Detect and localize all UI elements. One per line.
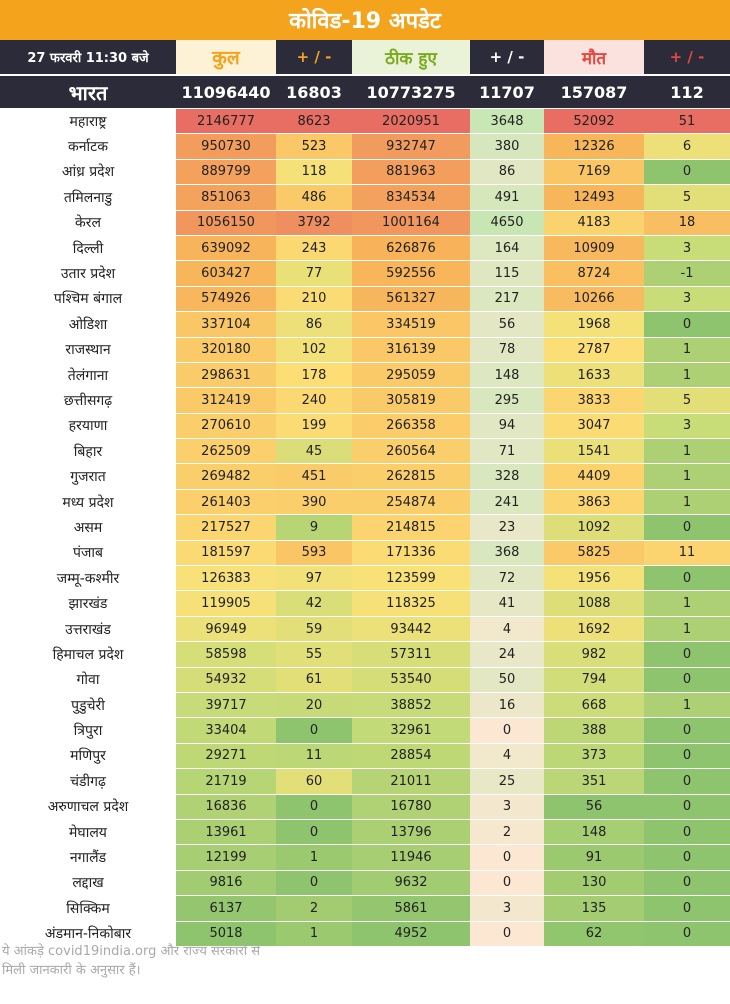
state-recovered-delta: 71 (470, 439, 544, 463)
state-deaths: 351 (544, 769, 644, 793)
state-deaths-delta: 0 (644, 820, 730, 844)
state-deaths-delta: 1 (644, 363, 730, 387)
state-total: 58598 (176, 642, 276, 666)
state-total: 13961 (176, 820, 276, 844)
footer-line-1: ये आंकड़े covid19india.org और राज्य सरकारों से (2, 944, 261, 959)
state-recovered-delta: 491 (470, 185, 544, 209)
table-row (0, 820, 730, 845)
state-deaths: 5825 (544, 541, 644, 565)
national-recovered-delta: 11707 (479, 82, 535, 102)
state-total-delta: 45 (276, 439, 352, 463)
table-row (0, 541, 730, 566)
state-name: राजस्थान (0, 338, 176, 362)
state-recovered-delta: 16 (470, 693, 544, 717)
state-recovered-delta: 50 (470, 668, 544, 692)
state-total-delta: 55 (276, 642, 352, 666)
state-deaths: 3047 (544, 414, 644, 438)
state-deaths: 135 (544, 896, 644, 920)
state-total: 96949 (176, 617, 276, 641)
table-row (0, 236, 730, 261)
state-total-delta: 178 (276, 363, 352, 387)
state-deaths: 373 (544, 744, 644, 768)
state-total-delta: 86 (276, 312, 352, 336)
state-recovered-delta: 295 (470, 388, 544, 412)
state-recovered: 28854 (352, 744, 470, 768)
state-deaths: 1088 (544, 591, 644, 615)
national-total: 11096440 (181, 82, 271, 102)
state-total: 950730 (176, 134, 276, 158)
state-total: 217527 (176, 515, 276, 539)
state-total: 181597 (176, 541, 276, 565)
table-row (0, 591, 730, 616)
state-name: पुडुचेरी (0, 693, 176, 717)
state-recovered: 316139 (352, 338, 470, 362)
state-total-delta: 199 (276, 414, 352, 438)
state-deaths: 1633 (544, 363, 644, 387)
national-deaths-delta: 112 (670, 82, 704, 102)
state-total-delta: 61 (276, 668, 352, 692)
table-row (0, 464, 730, 489)
table-row (0, 668, 730, 693)
state-total-delta: 59 (276, 617, 352, 641)
state-name: महाराष्ट्र (0, 109, 176, 133)
state-deaths: 794 (544, 668, 644, 692)
state-name: जम्मू-कश्मीर (0, 566, 176, 590)
state-total: 119905 (176, 591, 276, 615)
state-recovered: 93442 (352, 617, 470, 641)
state-deaths-delta: 1 (644, 490, 730, 514)
state-deaths-delta: 0 (644, 871, 730, 895)
state-total-delta: 1 (276, 845, 352, 869)
state-total-delta: 77 (276, 261, 352, 285)
national-name: भारत (68, 80, 108, 105)
footer-line-2: मिली जानकारी के अनुसार हैं। (2, 963, 141, 978)
state-recovered: 5861 (352, 896, 470, 920)
state-total: 16836 (176, 795, 276, 819)
state-deaths: 1092 (544, 515, 644, 539)
state-recovered-delta: 4 (470, 744, 544, 768)
state-deaths: 3863 (544, 490, 644, 514)
state-deaths: 388 (544, 718, 644, 742)
state-recovered-delta: 56 (470, 312, 544, 336)
state-deaths: 1956 (544, 566, 644, 590)
table-row (0, 439, 730, 464)
state-deaths-delta: 1 (644, 439, 730, 463)
state-recovered-delta: 25 (470, 769, 544, 793)
state-recovered: 11946 (352, 845, 470, 869)
state-name: ओडिशा (0, 312, 176, 336)
state-total-delta: 243 (276, 236, 352, 260)
state-total: 262509 (176, 439, 276, 463)
table-row (0, 160, 730, 185)
state-total-delta: 390 (276, 490, 352, 514)
state-name: उत्तराखंड (0, 617, 176, 641)
state-deaths: 56 (544, 795, 644, 819)
national-deaths: 157087 (560, 82, 628, 102)
state-recovered-delta: 94 (470, 414, 544, 438)
state-deaths: 2787 (544, 338, 644, 362)
state-total: 54932 (176, 668, 276, 692)
state-recovered-delta: 23 (470, 515, 544, 539)
state-recovered: 38852 (352, 693, 470, 717)
state-deaths: 130 (544, 871, 644, 895)
state-name: सिक्किम (0, 896, 176, 920)
state-deaths-delta: 5 (644, 388, 730, 412)
state-recovered: 2020951 (352, 109, 470, 133)
state-total-delta: 8623 (276, 109, 352, 133)
state-deaths-delta: 1 (644, 591, 730, 615)
state-recovered: 266358 (352, 414, 470, 438)
state-deaths: 1541 (544, 439, 644, 463)
state-deaths-delta: 18 (644, 211, 730, 235)
state-deaths: 982 (544, 642, 644, 666)
state-recovered: 260564 (352, 439, 470, 463)
state-name: त्रिपुरा (0, 718, 176, 742)
state-recovered: 295059 (352, 363, 470, 387)
state-deaths-delta: 0 (644, 668, 730, 692)
table-row (0, 769, 730, 794)
state-deaths: 62 (544, 922, 644, 946)
state-total-delta: 1 (276, 922, 352, 946)
state-total-delta: 0 (276, 795, 352, 819)
state-name: बिहार (0, 439, 176, 463)
state-deaths: 12493 (544, 185, 644, 209)
state-total-delta: 118 (276, 160, 352, 184)
state-deaths: 3833 (544, 388, 644, 412)
state-total: 603427 (176, 261, 276, 285)
state-deaths-delta: 5 (644, 185, 730, 209)
state-deaths-delta: 0 (644, 718, 730, 742)
state-name: तमिलनाडु (0, 185, 176, 209)
table-row (0, 287, 730, 312)
state-recovered-delta: 3 (470, 896, 544, 920)
state-deaths-delta: 3 (644, 236, 730, 260)
state-recovered-delta: 241 (470, 490, 544, 514)
state-recovered: 32961 (352, 718, 470, 742)
state-deaths-delta: -1 (644, 261, 730, 285)
state-recovered: 592556 (352, 261, 470, 285)
state-deaths: 4409 (544, 464, 644, 488)
state-total: 39717 (176, 693, 276, 717)
state-total-delta: 451 (276, 464, 352, 488)
state-deaths: 1968 (544, 312, 644, 336)
state-recovered-delta: 148 (470, 363, 544, 387)
state-recovered: 561327 (352, 287, 470, 311)
state-deaths: 12326 (544, 134, 644, 158)
state-recovered-delta: 3 (470, 795, 544, 819)
state-recovered: 334519 (352, 312, 470, 336)
state-recovered: 834534 (352, 185, 470, 209)
state-name: तेलंगाना (0, 363, 176, 387)
state-name: चंडीगढ़ (0, 769, 176, 793)
state-recovered: 16780 (352, 795, 470, 819)
state-deaths-delta: 1 (644, 617, 730, 641)
state-recovered: 57311 (352, 642, 470, 666)
state-name: हरयाणा (0, 414, 176, 438)
state-recovered-delta: 0 (470, 871, 544, 895)
state-total: 33404 (176, 718, 276, 742)
state-recovered-delta: 24 (470, 642, 544, 666)
state-name: उतार प्रदेश (0, 261, 176, 285)
state-recovered: 4952 (352, 922, 470, 946)
state-total-delta: 97 (276, 566, 352, 590)
state-total: 312419 (176, 388, 276, 412)
state-total-delta: 210 (276, 287, 352, 311)
state-deaths: 8724 (544, 261, 644, 285)
state-total-delta: 523 (276, 134, 352, 158)
state-total: 29271 (176, 744, 276, 768)
state-name: असम (0, 515, 176, 539)
state-total-delta: 0 (276, 871, 352, 895)
state-deaths: 1692 (544, 617, 644, 641)
state-recovered-delta: 0 (470, 718, 544, 742)
national-recovered: 10773275 (366, 82, 456, 102)
state-deaths-delta: 0 (644, 845, 730, 869)
state-name: झारखंड (0, 591, 176, 615)
header-total: कुल (176, 40, 276, 74)
state-total: 21719 (176, 769, 276, 793)
state-recovered-delta: 0 (470, 845, 544, 869)
state-recovered: 214815 (352, 515, 470, 539)
national-row (0, 76, 730, 108)
state-deaths-delta: 0 (644, 642, 730, 666)
page-title: कोविड-19 अपडेट (0, 0, 730, 40)
state-total-delta: 42 (276, 591, 352, 615)
table-row (0, 744, 730, 769)
state-recovered-delta: 328 (470, 464, 544, 488)
column-header-row (0, 40, 730, 74)
state-total: 574926 (176, 287, 276, 311)
state-total: 298631 (176, 363, 276, 387)
state-total-delta: 60 (276, 769, 352, 793)
state-total: 12199 (176, 845, 276, 869)
table-row (0, 388, 730, 413)
state-total: 126383 (176, 566, 276, 590)
state-deaths-delta: 0 (644, 744, 730, 768)
state-table (0, 109, 730, 947)
state-total-delta: 486 (276, 185, 352, 209)
state-total-delta: 2 (276, 896, 352, 920)
state-total-delta: 593 (276, 541, 352, 565)
table-row (0, 871, 730, 896)
state-deaths-delta: 0 (644, 896, 730, 920)
state-recovered: 53540 (352, 668, 470, 692)
state-deaths-delta: 1 (644, 693, 730, 717)
header-recovered: ठीक हुए (352, 40, 470, 74)
state-total: 851063 (176, 185, 276, 209)
table-row (0, 338, 730, 363)
state-recovered-delta: 4650 (470, 211, 544, 235)
state-total-delta: 3792 (276, 211, 352, 235)
date-label: 27 फरवरी 11:30 बजे (27, 51, 149, 66)
state-name: गुजरात (0, 464, 176, 488)
table-row (0, 312, 730, 337)
table-row (0, 566, 730, 591)
table-row (0, 109, 730, 134)
state-total: 5018 (176, 922, 276, 946)
header-recovered-delta: + / - (489, 48, 525, 66)
state-total: 639092 (176, 236, 276, 260)
state-recovered-delta: 4 (470, 617, 544, 641)
state-deaths: 668 (544, 693, 644, 717)
state-deaths-delta: 0 (644, 566, 730, 590)
table-row (0, 642, 730, 667)
state-deaths-delta: 0 (644, 795, 730, 819)
state-total-delta: 0 (276, 718, 352, 742)
state-recovered-delta: 368 (470, 541, 544, 565)
table-row (0, 414, 730, 439)
state-deaths-delta: 0 (644, 769, 730, 793)
state-total-delta: 240 (276, 388, 352, 412)
state-name: मणिपुर (0, 744, 176, 768)
state-deaths: 10909 (544, 236, 644, 260)
state-total: 6137 (176, 896, 276, 920)
table-row (0, 795, 730, 820)
state-recovered: 171336 (352, 541, 470, 565)
state-deaths-delta: 51 (644, 109, 730, 133)
state-deaths-delta: 3 (644, 287, 730, 311)
state-total-delta: 11 (276, 744, 352, 768)
state-name: अरुणाचल प्रदेश (0, 795, 176, 819)
table-row (0, 718, 730, 743)
state-total: 320180 (176, 338, 276, 362)
national-total-delta: 16803 (286, 82, 342, 102)
state-total: 337104 (176, 312, 276, 336)
state-deaths-delta: 0 (644, 312, 730, 336)
state-recovered: 9632 (352, 871, 470, 895)
state-name: हिमाचल प्रदेश (0, 642, 176, 666)
state-deaths-delta: 0 (644, 922, 730, 946)
table-row (0, 896, 730, 921)
state-name: केरल (0, 211, 176, 235)
state-name: मध्य प्रदेश (0, 490, 176, 514)
table-row (0, 490, 730, 515)
state-deaths-delta: 6 (644, 134, 730, 158)
header-deaths-delta: + / - (669, 48, 705, 66)
state-name: पश्चिम बंगाल (0, 287, 176, 311)
state-recovered: 13796 (352, 820, 470, 844)
state-name: दिल्ली (0, 236, 176, 260)
state-deaths-delta: 11 (644, 541, 730, 565)
state-recovered: 626876 (352, 236, 470, 260)
state-recovered: 262815 (352, 464, 470, 488)
table-row (0, 363, 730, 388)
state-recovered-delta: 72 (470, 566, 544, 590)
state-total-delta: 9 (276, 515, 352, 539)
state-recovered-delta: 380 (470, 134, 544, 158)
state-deaths-delta: 0 (644, 160, 730, 184)
header-deaths: मौत (544, 40, 644, 74)
state-name: गोवा (0, 668, 176, 692)
state-total: 261403 (176, 490, 276, 514)
state-recovered-delta: 115 (470, 261, 544, 285)
state-deaths: 4183 (544, 211, 644, 235)
state-total-delta: 20 (276, 693, 352, 717)
state-recovered-delta: 217 (470, 287, 544, 311)
state-deaths: 148 (544, 820, 644, 844)
table-row (0, 134, 730, 159)
state-name: नगालैंड (0, 845, 176, 869)
state-recovered-delta: 41 (470, 591, 544, 615)
state-total: 269482 (176, 464, 276, 488)
state-recovered: 305819 (352, 388, 470, 412)
state-name: पंजाब (0, 541, 176, 565)
state-deaths-delta: 1 (644, 464, 730, 488)
state-name: लद्दाख (0, 871, 176, 895)
state-name: मेघालय (0, 820, 176, 844)
state-recovered: 21011 (352, 769, 470, 793)
state-recovered: 1001164 (352, 211, 470, 235)
state-recovered: 123599 (352, 566, 470, 590)
state-recovered-delta: 164 (470, 236, 544, 260)
state-deaths-delta: 0 (644, 515, 730, 539)
table-row (0, 185, 730, 210)
state-recovered-delta: 78 (470, 338, 544, 362)
state-total: 889799 (176, 160, 276, 184)
table-row (0, 845, 730, 870)
state-total: 270610 (176, 414, 276, 438)
table-row (0, 617, 730, 642)
state-recovered-delta: 86 (470, 160, 544, 184)
state-recovered: 254874 (352, 490, 470, 514)
state-deaths-delta: 3 (644, 414, 730, 438)
state-deaths: 52092 (544, 109, 644, 133)
state-name: आंध्र प्रदेश (0, 160, 176, 184)
table-row (0, 261, 730, 286)
state-name: अंडमान-निकोबार (0, 922, 176, 946)
state-recovered: 932747 (352, 134, 470, 158)
state-recovered: 881963 (352, 160, 470, 184)
state-recovered-delta: 0 (470, 922, 544, 946)
state-deaths: 91 (544, 845, 644, 869)
state-recovered-delta: 2 (470, 820, 544, 844)
state-deaths: 10266 (544, 287, 644, 311)
state-total-delta: 102 (276, 338, 352, 362)
state-name: छत्तीसगढ़ (0, 388, 176, 412)
footer-note (0, 942, 402, 980)
state-total: 1056150 (176, 211, 276, 235)
state-recovered: 118325 (352, 591, 470, 615)
state-deaths: 7169 (544, 160, 644, 184)
table-row (0, 211, 730, 236)
state-name: कर्नाटक (0, 134, 176, 158)
state-deaths-delta: 1 (644, 338, 730, 362)
table-row (0, 693, 730, 718)
table-row (0, 515, 730, 540)
state-total: 2146777 (176, 109, 276, 133)
state-recovered-delta: 3648 (470, 109, 544, 133)
header-total-delta: + / - (296, 48, 332, 66)
state-total: 9816 (176, 871, 276, 895)
state-total-delta: 0 (276, 820, 352, 844)
